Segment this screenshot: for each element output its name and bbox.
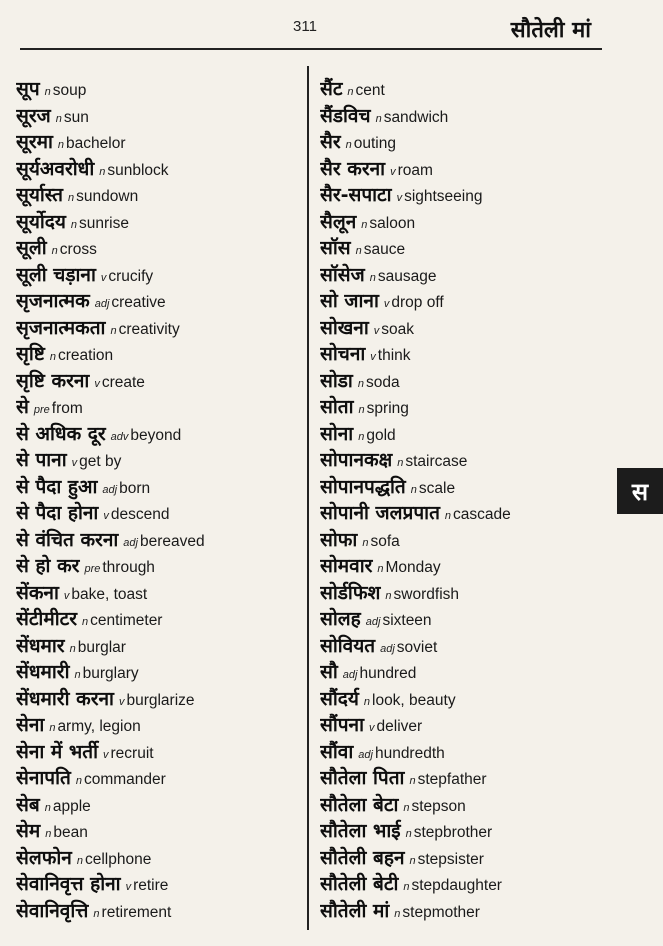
dictionary-entry	[320, 633, 620, 660]
part-of-speech: n	[74, 669, 81, 681]
headword: सोना	[320, 422, 354, 445]
dictionary-entry	[16, 712, 302, 739]
english-gloss: sunblock	[107, 161, 169, 179]
headword: सेवानिवृत्ति	[16, 899, 89, 922]
part-of-speech: v	[390, 165, 396, 178]
english-gloss: creativity	[118, 320, 180, 338]
english-gloss: outing	[353, 135, 396, 152]
part-of-speech: n	[409, 775, 416, 787]
dictionary-entry	[320, 76, 620, 103]
headword: सॉस	[320, 237, 351, 259]
part-of-speech: n	[375, 112, 382, 125]
thumb-index-tab: स	[617, 468, 663, 514]
english-gloss: burglar	[77, 638, 126, 656]
dictionary-entry	[320, 527, 620, 554]
english-gloss: spring	[366, 400, 409, 417]
headword: सौंपना	[320, 714, 365, 736]
english-gloss: scale	[418, 479, 456, 497]
part-of-speech: n	[403, 881, 410, 893]
headword: सौतेली बेटी	[320, 873, 399, 895]
english-gloss: deliver	[376, 718, 423, 735]
right-column	[320, 76, 620, 924]
headword: सूर्योदय	[16, 210, 66, 233]
english-gloss: sausage	[377, 267, 437, 285]
dictionary-entry	[320, 182, 620, 209]
headword: सेंधमारी	[16, 661, 70, 683]
english-gloss: soup	[52, 82, 87, 99]
dictionary-entry	[320, 421, 620, 448]
english-gloss: from	[51, 400, 83, 417]
headword: सौंवा	[320, 740, 354, 763]
part-of-speech: n	[45, 828, 52, 840]
headword: सूप	[16, 78, 40, 100]
english-gloss: descend	[110, 506, 170, 523]
dictionary-entry	[320, 447, 620, 474]
dictionary-entry	[16, 235, 302, 262]
english-gloss: bake, toast	[71, 585, 148, 603]
dictionary-entry	[320, 659, 620, 686]
dictionary-entry	[16, 421, 302, 448]
english-gloss: stepsister	[417, 850, 484, 868]
headword: सोपानकक्ष	[320, 449, 393, 471]
part-of-speech: n	[362, 536, 369, 549]
headword: सेना	[16, 714, 45, 736]
dictionary-entry	[16, 447, 302, 474]
part-of-speech: v	[373, 324, 380, 337]
part-of-speech: n	[99, 165, 106, 178]
headword: सौंदर्य	[320, 687, 359, 710]
headword: सेनापति	[16, 767, 71, 789]
dictionary-entry	[320, 845, 620, 872]
english-gloss: commander	[83, 771, 166, 788]
english-gloss: staircase	[405, 453, 468, 470]
dictionary-entry	[320, 712, 620, 739]
headword: सौतेली मां	[320, 899, 390, 922]
english-gloss: bachelor	[66, 135, 126, 152]
headword: सोफा	[320, 528, 358, 551]
headword: सौतेली बहन	[320, 846, 405, 869]
english-gloss: sundown	[76, 188, 139, 205]
dictionary-entry	[320, 580, 620, 607]
english-gloss: cross	[59, 241, 97, 258]
english-gloss: burglary	[82, 665, 139, 682]
dictionary-entry	[16, 182, 302, 209]
english-gloss: stepmother	[402, 903, 480, 921]
dictionary-entry	[16, 368, 302, 395]
part-of-speech: n	[44, 86, 51, 98]
dictionary-entry	[16, 898, 302, 925]
headword: से पैदा हुआ	[16, 475, 98, 498]
english-gloss: think	[377, 347, 411, 364]
headword: सेम	[16, 820, 41, 842]
english-gloss: stepfather	[417, 771, 487, 788]
headword: सूर्यअवरोधी	[16, 157, 95, 180]
dictionary-entry	[16, 818, 302, 845]
english-gloss: through	[102, 559, 155, 576]
dictionary-entry	[16, 288, 302, 315]
dictionary-entry	[320, 739, 620, 766]
part-of-speech: adj	[342, 669, 358, 681]
dictionary-entry	[16, 129, 302, 156]
dictionary-entry	[16, 527, 302, 554]
english-gloss: retirement	[101, 903, 172, 921]
headword: सोता	[320, 396, 354, 418]
dictionary-entry	[320, 341, 620, 368]
english-gloss: centimeter	[90, 612, 163, 629]
english-gloss: recruit	[110, 744, 154, 762]
part-of-speech: adj	[358, 748, 373, 761]
part-of-speech: n	[357, 377, 364, 390]
dictionary-entry	[16, 633, 302, 660]
dictionary-entry	[16, 792, 302, 819]
part-of-speech: n	[358, 404, 365, 416]
headword: से अधिक दूर	[16, 422, 106, 445]
part-of-speech: n	[347, 86, 354, 98]
part-of-speech: pre	[84, 563, 101, 575]
headword: सेंधमार	[16, 634, 65, 657]
dictionary-entry	[320, 500, 620, 527]
dictionary-entry	[320, 765, 620, 792]
part-of-speech: n	[410, 483, 417, 496]
part-of-speech: n	[363, 695, 370, 708]
english-gloss: bereaved	[139, 532, 205, 550]
english-gloss: saloon	[369, 214, 416, 232]
headword: सूरज	[16, 104, 51, 127]
dictionary-entry	[320, 209, 620, 236]
english-gloss: Monday	[385, 559, 441, 576]
english-gloss: sun	[63, 108, 89, 126]
dictionary-entry	[16, 209, 302, 236]
part-of-speech: adv	[110, 430, 129, 443]
headword: सैर-सपाटा	[320, 184, 392, 206]
part-of-speech: n	[444, 510, 452, 522]
dictionary-entry	[320, 129, 620, 156]
headword: सृजनात्मक	[16, 290, 90, 312]
part-of-speech: adj	[365, 616, 381, 628]
english-gloss: sandwich	[383, 108, 449, 126]
english-gloss: sightseeing	[404, 188, 483, 205]
dictionary-entry	[16, 739, 302, 766]
dictionary-entry	[16, 871, 302, 898]
headword: से वंचित करना	[16, 528, 119, 551]
part-of-speech: v	[71, 457, 78, 469]
left-column	[16, 76, 302, 924]
dictionary-entry	[320, 792, 620, 819]
headword: सौ	[320, 661, 338, 683]
english-gloss: roam	[397, 161, 433, 179]
part-of-speech: n	[75, 775, 82, 787]
page-header	[0, 0, 663, 52]
english-gloss: cent	[355, 82, 385, 99]
english-gloss: sunrise	[79, 214, 129, 232]
dictionary-entry	[16, 553, 302, 580]
dictionary-entry	[16, 606, 302, 633]
english-gloss: soviet	[396, 638, 438, 656]
headword: सोपानी जलप्रपात	[320, 502, 440, 524]
english-gloss: sixteen	[382, 612, 432, 629]
part-of-speech: n	[397, 457, 404, 469]
english-gloss: gold	[366, 426, 396, 444]
header-rule	[20, 48, 602, 50]
english-gloss: apple	[52, 797, 91, 815]
headword: सूर्यास्त	[16, 184, 64, 206]
dictionary-entry	[320, 315, 620, 342]
dictionary-entry	[320, 262, 620, 289]
dictionary-entry	[16, 262, 302, 289]
part-of-speech: n	[345, 139, 352, 151]
headword: सोर्डफिश	[320, 581, 381, 604]
page-number: 311	[293, 18, 317, 35]
part-of-speech: n	[49, 351, 56, 363]
english-gloss: bean	[53, 824, 88, 841]
dictionary-entry	[16, 394, 302, 421]
headword: से	[16, 396, 29, 418]
headword: सेना में भर्ती	[16, 740, 99, 763]
part-of-speech: adj	[380, 642, 395, 655]
part-of-speech: v	[125, 881, 132, 893]
dictionary-entry	[320, 818, 620, 845]
part-of-speech: v	[396, 192, 403, 204]
part-of-speech: adj	[123, 536, 138, 549]
part-of-speech: n	[385, 589, 392, 602]
dictionary-entry	[16, 156, 302, 183]
part-of-speech: n	[93, 907, 100, 920]
dictionary-entry	[320, 103, 620, 130]
headword: सोखना	[320, 316, 369, 339]
part-of-speech: n	[405, 828, 412, 840]
headword: से पाना	[16, 449, 67, 471]
english-gloss: creative	[111, 294, 166, 311]
english-gloss: sauce	[363, 241, 406, 258]
english-gloss: burglarize	[126, 691, 195, 709]
headword: सोलह	[320, 608, 361, 630]
headword: सॉसेज	[320, 263, 365, 286]
part-of-speech: n	[81, 616, 89, 628]
dictionary-entry	[16, 580, 302, 607]
english-gloss: beyond	[130, 426, 182, 444]
dictionary-entry	[320, 606, 620, 633]
column-divider	[307, 66, 309, 930]
part-of-speech: n	[57, 139, 65, 151]
headword: सौतेला बेटा	[320, 793, 399, 816]
english-gloss: cellphone	[84, 850, 152, 868]
running-head: सौतेली मां	[510, 18, 591, 43]
dictionary-entry	[320, 474, 620, 501]
part-of-speech: n	[377, 563, 384, 575]
part-of-speech: v	[369, 722, 375, 734]
dictionary-entry	[320, 368, 620, 395]
english-gloss: army, legion	[57, 718, 141, 735]
part-of-speech: v	[118, 695, 125, 708]
headword: सोमवार	[320, 555, 373, 577]
part-of-speech: n	[409, 854, 416, 867]
dictionary-entry	[320, 288, 620, 315]
headword: सोडा	[320, 369, 353, 392]
part-of-speech: n	[110, 324, 117, 337]
dictionary-entry	[16, 76, 302, 103]
headword: सैंडविच	[320, 104, 371, 127]
headword: सेंकना	[16, 581, 59, 604]
headword: सेलफोन	[16, 846, 72, 869]
english-gloss: cascade	[453, 506, 511, 523]
part-of-speech: v	[63, 589, 70, 602]
headword: सेंधमारी करना	[16, 687, 114, 710]
dictionary-entry	[320, 235, 620, 262]
dictionary-entry	[320, 394, 620, 421]
part-of-speech: pre	[33, 404, 50, 416]
headword: सैर	[320, 131, 341, 153]
part-of-speech: n	[70, 218, 78, 231]
dictionary-entry	[16, 686, 302, 713]
part-of-speech: n	[44, 801, 51, 814]
headword: सौतेला भाई	[320, 820, 401, 842]
part-of-speech: n	[394, 907, 401, 920]
english-gloss: creation	[58, 347, 114, 364]
english-gloss: retire	[133, 877, 169, 894]
dictionary-entry	[320, 553, 620, 580]
part-of-speech: n	[68, 192, 75, 204]
headword: सोचना	[320, 343, 366, 365]
headword: सैंट	[320, 78, 343, 100]
part-of-speech: n	[69, 642, 76, 655]
english-gloss: crucify	[108, 267, 154, 285]
part-of-speech: v	[103, 510, 109, 522]
dictionary-entry	[320, 898, 620, 925]
headword: सेवानिवृत्त होना	[16, 873, 121, 895]
part-of-speech: n	[76, 854, 83, 867]
headword: सो जाना	[320, 290, 379, 312]
headword: सोवियत	[320, 634, 376, 657]
headword: सैर करना	[320, 157, 386, 180]
part-of-speech: n	[403, 801, 410, 814]
part-of-speech: adj	[94, 298, 110, 310]
dictionary-entry	[16, 103, 302, 130]
part-of-speech: n	[49, 722, 56, 734]
headword: सौतेला पिता	[320, 767, 405, 789]
english-gloss: swordfish	[393, 585, 460, 603]
part-of-speech: v	[370, 351, 376, 363]
english-gloss: soak	[381, 320, 415, 338]
dictionary-entry	[16, 315, 302, 342]
headword: सृष्टि	[16, 343, 45, 365]
english-gloss: born	[119, 479, 151, 497]
english-gloss: sofa	[370, 532, 400, 550]
dictionary-entry	[16, 845, 302, 872]
dictionary-entry	[320, 156, 620, 183]
headword: से पैदा होना	[16, 502, 99, 524]
english-gloss: stepson	[411, 797, 466, 815]
dictionary-entry	[16, 765, 302, 792]
headword: सूली चड़ाना	[16, 263, 96, 286]
dictionary-entry	[320, 871, 620, 898]
part-of-speech: n	[369, 271, 376, 284]
english-gloss: create	[101, 373, 145, 391]
headword: सेंटीमीटर	[16, 608, 77, 630]
dictionary-entry	[16, 659, 302, 686]
english-gloss: look, beauty	[372, 691, 456, 709]
headword: सृजनात्मकता	[16, 316, 106, 339]
part-of-speech: v	[100, 271, 107, 284]
headword: सेब	[16, 793, 40, 816]
headword: सृष्टि करना	[16, 369, 90, 392]
dictionary-entry	[16, 474, 302, 501]
headword: सूली	[16, 237, 47, 259]
english-gloss: stepdaughter	[411, 877, 502, 894]
part-of-speech: adj	[102, 483, 118, 496]
english-gloss: drop off	[391, 294, 444, 311]
english-gloss: hundredth	[374, 744, 445, 762]
part-of-speech: n	[355, 245, 362, 257]
part-of-speech: v	[383, 298, 390, 310]
part-of-speech: n	[361, 218, 368, 231]
headword: से हो कर	[16, 555, 80, 577]
english-gloss: stepbrother	[413, 824, 493, 841]
dictionary-entry	[16, 500, 302, 527]
english-gloss: hundred	[359, 665, 417, 682]
headword: सैलून	[320, 210, 357, 233]
part-of-speech: n	[358, 430, 365, 443]
dictionary-entry	[16, 341, 302, 368]
part-of-speech: v	[103, 748, 109, 761]
headword: सोपानपद्धति	[320, 475, 406, 498]
headword: सूरमा	[16, 131, 53, 153]
part-of-speech: n	[55, 112, 62, 125]
part-of-speech: v	[94, 377, 100, 390]
english-gloss: soda	[365, 373, 400, 391]
dictionary-entry	[320, 686, 620, 713]
part-of-speech: n	[51, 245, 58, 257]
english-gloss: get by	[79, 453, 122, 470]
